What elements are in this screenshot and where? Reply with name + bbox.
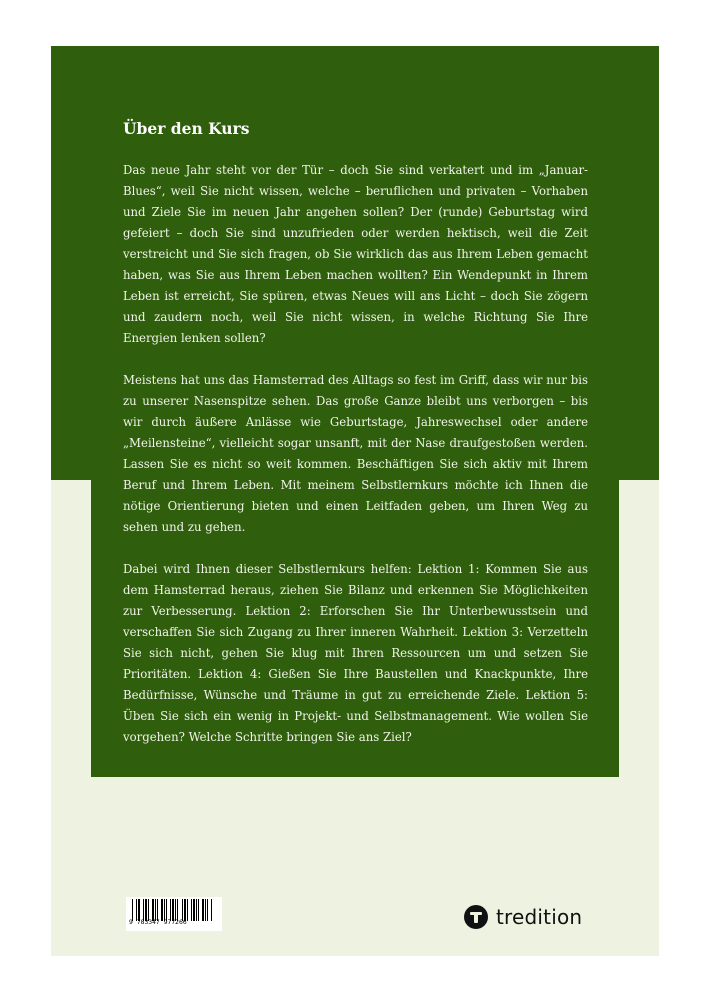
barcode-digit-group-1: 783347 [136, 919, 160, 926]
isbn-barcode [126, 897, 222, 931]
blurb-paragraph-3: Dabei wird Ihnen dieser Selbstlernkurs helfen: Lektion 1: Kommen Sie aus dem Hamsterrad heraus, ziehen Sie Bilanz und erkennen Sie Möglichkeiten zur Verbesserung. Lektion 2: Erforschen Sie Ihr Unterbewusstsein und verschaffen Sie sich Zugang zu Ihrer inneren Wahrheit. Lektion 3: Verzetteln Sie sich nicht, gehen Sie klug mit Ihren Ressourcen um und setzen Sie Prioritäten. Lektion 4: Gießen Sie Ihre Baustellen und Knackpunkte, Ihre Bedürfnisse, Wünsche und Träume in gut zu erreichende Ziele. Lektion 5: Üben Sie sich ein wenig in Projekt- und Selbstmanagement. Wie wollen Sie vorgehen? Welche Schritte bringen Sie ans Ziel? [123, 562, 588, 744]
blurb-paragraph-2: Meistens hat uns das Hamsterrad des Alltags so fest im Griff, dass wir nur bis zu unserer Nasenspitze sehen. Das große Ganze bleibt uns verborgen – bis wir durch äußere Anlässe wie Geburtstage, Jahreswechsel oder andere „Meilensteine“, vielleicht sogar unsanft, mit der Nase draufgestoßen werden. Lassen Sie es nicht so weit kommen. Beschäftigen Sie sich aktiv mit Ihrem Beruf und Ihrem Leben. Mit meinem Selbstlernkurs möchte ich Ihnen die nötige Orientierung bieten und einen Leitfaden geben, um Ihren Weg zu sehen und zu gehen. [123, 373, 588, 534]
barcode-digit-group-2: 977266 [163, 919, 187, 926]
blurb-paragraph-1: Das neue Jahr steht vor der Tür – doch Sie sind verkatert und im „Januar-Blues“, weil Sie nicht wissen, welche – beruflichen und privaten – Vorhaben und Ziele Sie im neuen Jahr angehen sollen? Der (runde) Geburtstag wird gefeiert – doch Sie sind unzufrieden oder werden hektisch, weil die Zeit verstreicht und Sie sich fragen, ob Sie wirklich das aus Ihrem Leben gemacht haben, was Sie aus Ihrem Leben machen wollten? Ein Wendepunkt in Ihrem Leben ist erreicht, Sie spüren, etwas Neues will ans Licht – doch Sie zögern und zaudern noch, weil Sie nicht wissen, in welche Richtung Sie Ihre Energien lenken sollen? [123, 163, 588, 345]
barcode-digit-prefix: 9 [129, 919, 133, 926]
publisher-logo [464, 905, 582, 929]
section-title: Über den Kurs [123, 119, 250, 138]
publisher-name: tredition [496, 905, 583, 929]
tredition-logo-icon [464, 905, 488, 929]
barcode-digits [129, 919, 187, 926]
barcode-bars [132, 899, 220, 921]
blurb-content [123, 119, 588, 769]
